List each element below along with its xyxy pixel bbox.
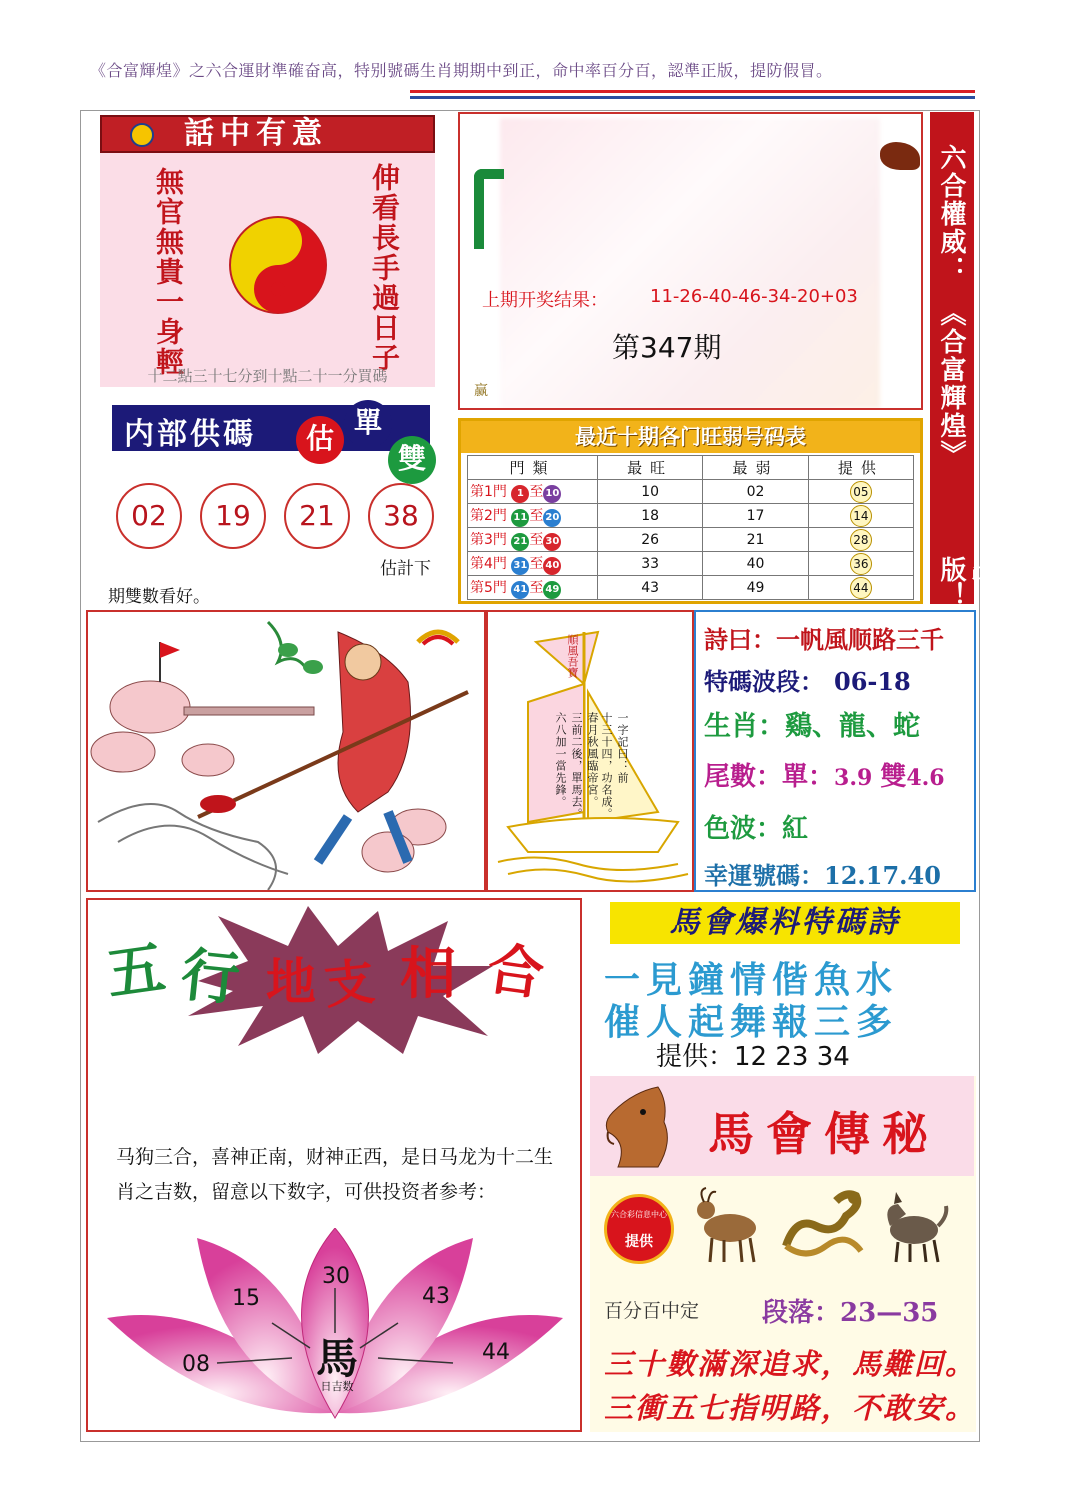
- header-rule-red: [410, 90, 975, 93]
- door-from: 1: [511, 485, 529, 503]
- mahui-title: 馬會爆料特碼詩: [610, 902, 960, 944]
- table-header: 最弱: [703, 456, 808, 480]
- max-cell: 26: [598, 528, 703, 552]
- door-label: 第5門: [470, 579, 507, 596]
- secret-title: 馬會傳秘: [708, 1107, 940, 1161]
- table-header: 門類: [468, 456, 598, 480]
- table-header: 最旺: [598, 456, 703, 480]
- door-from: 11: [511, 509, 529, 527]
- badge-dan: 單: [344, 400, 392, 448]
- min-cell: 40: [703, 552, 808, 576]
- yin-yang-icon: [228, 215, 328, 315]
- lotus-number: 30: [322, 1264, 350, 1289]
- horse-head-icon: [598, 1082, 678, 1172]
- lotus-sub: 日吉数: [320, 1380, 354, 1393]
- secret-duan-label: 段落：: [762, 1298, 841, 1328]
- side-banner: [930, 112, 1026, 608]
- secret-line1: 三十數滿深追求，馬難回。: [604, 1347, 977, 1381]
- wuxing-panel: [86, 898, 582, 1432]
- badge-shuang: 雙: [388, 436, 436, 484]
- hua-zhong-left-text: 無官無貴一身輕: [152, 167, 185, 377]
- wuxing-title-3: 地: [266, 952, 316, 1011]
- tips-panel: [694, 610, 976, 892]
- hua-zhong-right-text: 伸看長手過日子: [368, 163, 401, 373]
- header-tagline: 《合富輝煌》之六合運財準確奋高，特别號碼生肖期期中到正，命中率百分百，認準正版，提防假冒。: [90, 61, 833, 80]
- secret-duan: 23—35: [840, 1298, 939, 1328]
- result-prefix: 赢: [474, 383, 488, 399]
- last-result-label: 上期开奖结果：: [482, 290, 608, 311]
- wuxing-title-1: 五: [102, 933, 170, 1009]
- hua-zhong-title-bar: [100, 115, 435, 153]
- wuxing-title-2: 行: [178, 940, 243, 1014]
- min-cell: 02: [703, 480, 808, 504]
- secret-line2: 三衝五七指明路，不敢安。: [604, 1391, 977, 1425]
- lotus-number: 08: [182, 1352, 210, 1377]
- mahui-line1: 一見鐘情偕魚水: [604, 959, 899, 1001]
- door-from: 21: [511, 533, 529, 551]
- wuxing-title-5: 相: [400, 941, 456, 1007]
- wuxing-text: 马狗三合，喜神正南，财神正西，是日马龙为十二生肖之吉数，留意以下数字，可供投资者参考：: [116, 1146, 554, 1203]
- tips-poem-label: 詩曰：: [704, 625, 776, 654]
- tips-tail-label: 尾數：: [704, 762, 783, 792]
- lotus-number: 15: [232, 1286, 260, 1311]
- side-banner-text2: 《合富輝煌》: [936, 300, 966, 468]
- tips-color-row: [704, 808, 808, 845]
- mahui-line2: 催人起舞報三多: [604, 1001, 899, 1043]
- horse-sketch-icon: [880, 142, 920, 170]
- tips-tail-shuang: 4.6: [906, 765, 945, 791]
- internal-title: 内部供碼: [124, 417, 256, 452]
- door-sep: 至: [529, 483, 544, 500]
- door-label: 第4門: [470, 555, 507, 572]
- side-banner-text3: 强勢出版！: [936, 556, 1026, 608]
- max-cell: 18: [598, 504, 703, 528]
- table-row: [468, 504, 914, 528]
- door-to: 40: [543, 557, 561, 575]
- door-label: 第3門: [470, 531, 507, 548]
- tips-poem: 一帆風顺路三千: [776, 625, 944, 654]
- internal-number: 38: [368, 483, 434, 549]
- table-row: [468, 480, 914, 504]
- secret-seal: [604, 1194, 674, 1264]
- tips-tail-row: [704, 756, 945, 793]
- min-cell: 21: [703, 528, 808, 552]
- door-sep: 至: [529, 531, 544, 548]
- door-label: 第2門: [470, 507, 507, 524]
- goat-icon: [690, 1186, 770, 1266]
- mahui-provide: 12 23 34: [734, 1042, 850, 1072]
- seal-text: 六合彩信息中心: [611, 1210, 667, 1219]
- tips-tail-dan: 3.9: [834, 765, 873, 791]
- door-to: 20: [543, 509, 561, 527]
- ten-table: [467, 455, 914, 600]
- hua-zhong-title: 話中有意: [184, 116, 328, 151]
- header-rule-blue: [410, 96, 975, 99]
- ten-table-title: 最近十期各门旺弱号码表: [461, 421, 920, 453]
- door-to: 10: [543, 485, 561, 503]
- sail-poem-line: 三前二後，單馬去。: [570, 712, 583, 820]
- mahui-provide-label: 提供：: [656, 1042, 735, 1072]
- tips-lucky-label: 幸運號碼：: [704, 861, 824, 890]
- offer-cell: 05: [850, 481, 872, 503]
- dog-icon: [872, 1186, 952, 1266]
- mahui-provide-row: [656, 1036, 850, 1073]
- door-to: 49: [543, 581, 561, 599]
- tips-lucky-row: [704, 856, 941, 891]
- door-label: 第1門: [470, 483, 507, 500]
- side-banner-text1: 六合權威：: [936, 144, 966, 284]
- secret-title-bar: [590, 1076, 974, 1176]
- lotus-center: 馬: [315, 1334, 358, 1383]
- tips-zodiac: 鷄、龍、蛇: [785, 711, 920, 742]
- sail-poem-line: 一字記曰：前: [616, 712, 629, 784]
- internal-number: 02: [116, 483, 182, 549]
- tips-zodiac-label: 生肖：: [704, 711, 785, 742]
- tips-color-label: 色波：: [704, 814, 783, 844]
- internal-number: 21: [284, 483, 350, 549]
- internal-note-right: 估計下: [380, 559, 431, 579]
- tips-wave: 06-18: [834, 667, 911, 696]
- tips-tail-dan-label: 單：: [782, 762, 835, 792]
- ten-table-panel: [458, 418, 923, 604]
- tips-poem-row: [704, 620, 944, 655]
- table-header: 提供: [808, 456, 913, 480]
- dragon-icon: [776, 1186, 866, 1266]
- tips-lucky: 12.17.40: [824, 861, 941, 890]
- internal-note-left: 期雙數看好。: [108, 587, 210, 607]
- door-from: 41: [511, 581, 529, 599]
- tips-wave-row: [704, 662, 911, 697]
- lotus-number: 43: [422, 1284, 450, 1309]
- illustration-panel: [86, 610, 486, 892]
- max-cell: 43: [598, 576, 703, 600]
- door-sep: 至: [529, 555, 544, 572]
- lotus-number: 44: [482, 1340, 510, 1365]
- logo-badge-icon: [130, 123, 154, 147]
- tips-zodiac-row: [704, 704, 920, 743]
- result-panel: [458, 112, 923, 410]
- tips-wave-label: 特碼波段：: [704, 667, 824, 696]
- secret-panel: [590, 1076, 976, 1432]
- wuxing-title-6: 合: [483, 935, 548, 1009]
- door-to: 30: [543, 533, 561, 551]
- internal-number: 19: [200, 483, 266, 549]
- tips-tail-shuang-label: 雙: [880, 762, 907, 792]
- max-cell: 10: [598, 480, 703, 504]
- door-from: 31: [511, 557, 529, 575]
- sail-poem-line: 六八加一當先鋒。: [554, 712, 567, 808]
- min-cell: 17: [703, 504, 808, 528]
- mahui-panel: [590, 898, 976, 1072]
- secret-tag: 百分百中定: [604, 1300, 700, 1322]
- door-sep: 至: [529, 579, 544, 596]
- last-result-numbers: 11-26-40-46-34-20+03: [650, 286, 858, 307]
- offer-cell: 28: [850, 529, 872, 551]
- green-glyph: [474, 169, 504, 249]
- min-cell: 49: [703, 576, 808, 600]
- door-sep: 至: [529, 507, 544, 524]
- tips-color: 紅: [782, 814, 809, 844]
- issue-number: 第347期: [612, 331, 722, 364]
- secret-duan-row: [762, 1292, 938, 1329]
- seal-provide: 提供: [625, 1234, 653, 1250]
- offer-cell: 44: [850, 577, 872, 599]
- table-row: [468, 576, 914, 600]
- table-row: [468, 528, 914, 552]
- sail-panel: [486, 610, 694, 892]
- hua-zhong-panel: [100, 115, 435, 387]
- hua-zhong-footer: 十二點三十七分到十點二十一分買碼: [147, 367, 388, 385]
- max-cell: 33: [598, 552, 703, 576]
- warrior-illustration-icon: [88, 612, 484, 890]
- offer-cell: 14: [850, 505, 872, 527]
- sail-poem-line: 十三十四，功名成。: [600, 712, 613, 820]
- offer-cell: 36: [850, 553, 872, 575]
- table-row: [468, 552, 914, 576]
- sail-poem-line: 春月秋風臨帝宮。: [586, 712, 599, 808]
- badge-gu: 估: [296, 416, 344, 464]
- wuxing-title-4: 支: [321, 951, 378, 1016]
- sail-flag: 順風吾寶: [566, 634, 579, 678]
